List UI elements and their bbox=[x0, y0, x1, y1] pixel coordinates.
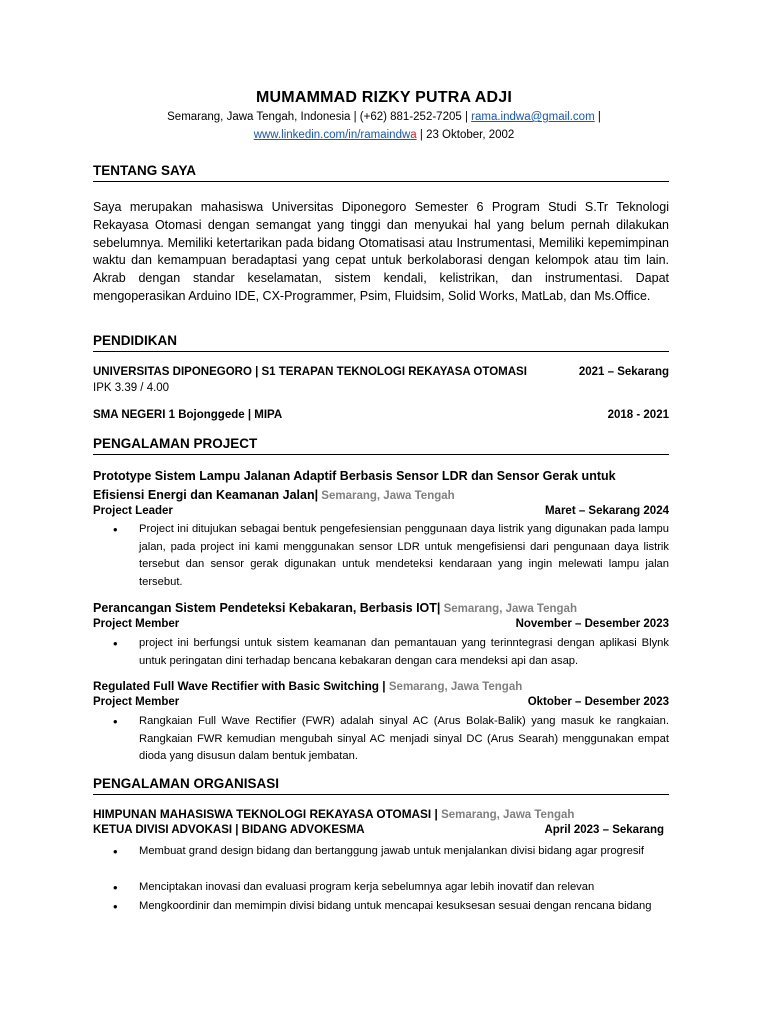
email-link[interactable]: rama.indwa@gmail.com bbox=[471, 111, 595, 123]
section-title-projects: PENGALAMAN PROJECT bbox=[93, 436, 669, 455]
organization-bullet: • Mengkoordinir dan memimpin divisi bidang untuk mencapai kesuksesan sesuai dengan rencana bidang bbox=[113, 899, 652, 914]
education-school: UNIVERSITAS DIPONEGORO | S1 TERAPAN TEKNOLOGI REKAYASA OTOMASI bbox=[93, 366, 527, 378]
education-period: 2018 - 2021 bbox=[607, 409, 669, 421]
project-title: Regulated Full Wave Rectifier with Basic Switching | Semarang, Jawa Tengah bbox=[93, 679, 523, 693]
organization-bullet: • Membuat grand design bidang dan bertanggung jawab untuk menjalankan divisi bidang agar progresif bbox=[113, 844, 645, 859]
contact-address-phone: Semarang, Jawa Tengah, Indonesia | (+62) 881-252-7205 | bbox=[167, 111, 472, 123]
bullet-icon: • bbox=[113, 714, 118, 729]
project-bullet: • Project ini ditujukan sebagai bentuk pengefesiensian penggunaan daya listrik yang digunakan pada lampu jalan, pada project ini kami menggunakan sensor LDR untuk mengefisiensi dari pengunaan daya listrik tersebut dan sensor gerak digunakan untuk mendeteksi kendaraan yang ingin melewati lampu jalan tersebut. bbox=[113, 521, 669, 591]
education-item bbox=[93, 409, 669, 421]
candidate-name: MUMAMMAD RIZKY PUTRA ADJI bbox=[256, 89, 512, 106]
project-location: Semarang, Jawa Tengah bbox=[388, 681, 523, 693]
organization-role: KETUA DIVISI ADVOKASI | BIDANG ADVOKESMA bbox=[93, 824, 365, 836]
bullet-icon: • bbox=[113, 880, 118, 895]
project-location: Semarang, Jawa Tengah bbox=[318, 490, 455, 502]
section-organization bbox=[93, 776, 669, 795]
contact-line-1 bbox=[0, 111, 768, 123]
project-role: Project Leader bbox=[93, 505, 173, 517]
education-period: 2021 – Sekarang bbox=[578, 366, 669, 378]
section-about bbox=[93, 163, 669, 182]
education-school: SMA NEGERI 1 Bojonggede | MIPA bbox=[93, 409, 283, 421]
organization-period: April 2023 – Sekarang bbox=[544, 824, 664, 836]
project-title: Prototype Sistem Lampu Jalanan Adaptif Berbasis Sensor LDR dan Sensor Gerak untuk Efisiensi Energi dan Keamanan Jalan| Semarang, Jawa Tengah bbox=[93, 469, 616, 502]
education-gpa: IPK 3.39 / 4.00 bbox=[93, 382, 170, 394]
project-role: Project Member bbox=[93, 696, 180, 708]
section-projects bbox=[93, 436, 669, 455]
section-title-education: PENDIDIKAN bbox=[93, 333, 669, 352]
organization-name: HIMPUNAN MAHASISWA TEKNOLOGI REKAYASA OTOMASI | Semarang, Jawa Tengah bbox=[93, 807, 575, 821]
organization-location: Semarang, Jawa Tengah bbox=[441, 809, 575, 821]
bullet-icon: • bbox=[113, 636, 118, 651]
linkedin-link[interactable]: www.linkedin.com/in/ramaindwa bbox=[253, 129, 417, 141]
project-period: Oktober – Desember 2023 bbox=[527, 696, 669, 708]
education-item bbox=[93, 366, 669, 378]
project-role-row bbox=[93, 505, 669, 517]
project-role: Project Member bbox=[93, 618, 180, 630]
about-text: Saya merupakan mahasiswa Universitas Diponegoro Semester 6 Program Studi S.Tr Teknologi Rekayasa Otomasi dengan semangat yang tinggi dan menyukai hal yang belum pernah dilakukan sebelumnya. Memiliki ketertarikan pada bidang Otomatisasi atau Instrumentasi, Memiliki kepemimpinan waktu dan kemampuan beradaptasi yang cepat untuk berkolaborasi dengan kelompok atau tim lain. Akrab dengan standar keselamatan, sistem kendali, kelistrikan, dan instrumentasi. Dapat mengoperasikan Arduino IDE, CX-Programmer, Psim, Fluidsim, Solid Works, MatLab, dan Ms.Office. bbox=[93, 200, 669, 303]
project-location: Semarang, Jawa Tengah bbox=[440, 603, 577, 615]
project-role-row bbox=[93, 618, 669, 630]
project-period: November – Desember 2023 bbox=[515, 618, 669, 630]
project-role-row bbox=[93, 696, 669, 708]
bullet-icon: • bbox=[113, 844, 118, 859]
bullet-icon: • bbox=[113, 522, 118, 537]
section-education bbox=[93, 333, 669, 352]
project-bullet: • Rangkaian Full Wave Rectifier (FWR) adalah sinyal AC (Arus Bolak-Balik) yang masuk ke rangkaian. Rangkaian FWR kemudian mengubah sinyal AC menjadi sinyal DC (Arus Searah) menggunakan empat dioda yang disusun dalam bentuk jembatan. bbox=[113, 713, 669, 766]
birthdate: | 23 Oktober, 2002 bbox=[416, 129, 515, 141]
section-title-organization: PENGALAMAN ORGANISASI bbox=[93, 776, 669, 795]
contact-separator: | bbox=[594, 111, 601, 123]
organization-role-row bbox=[93, 824, 664, 836]
section-title-about: TENTANG SAYA bbox=[93, 163, 669, 182]
contact-line-2 bbox=[0, 129, 768, 141]
bullet-icon: • bbox=[113, 899, 118, 914]
project-bullet: • project ini berfungsi untuk sistem keamanan dan pemantauan yang terinntegrasi dengan aplikasi Blynk untuk peringatan dini terhadap bencana kebakaran dengan cara mendeksi api dan asap. bbox=[113, 635, 669, 670]
organization-bullet: • Menciptakan inovasi dan evaluasi program kerja sebelumnya agar lebih inovatif dan relevan bbox=[113, 880, 595, 895]
project-period: Maret – Sekarang 2024 bbox=[544, 505, 669, 517]
project-title: Perancangan Sistem Pendeteksi Kebakaran, Berbasis IOT| Semarang, Jawa Tengah bbox=[93, 601, 577, 615]
